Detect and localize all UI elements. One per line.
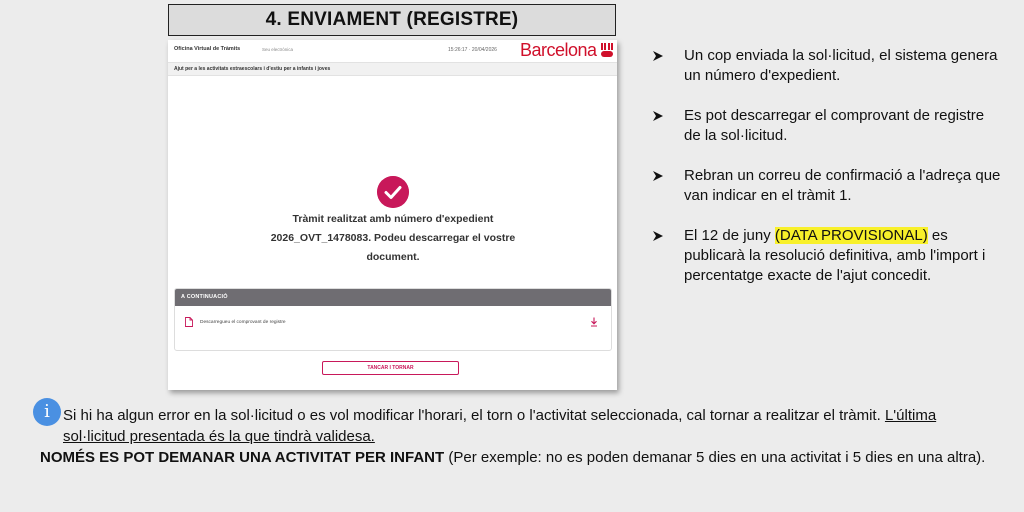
notes-block bbox=[40, 405, 990, 468]
next-steps-card bbox=[174, 288, 612, 351]
slide-title bbox=[168, 4, 616, 36]
success-check-icon bbox=[377, 176, 409, 208]
portal-subtitle-bar bbox=[168, 62, 617, 76]
download-receipt-row[interactable] bbox=[175, 306, 611, 350]
provisional-date-highlight: (DATA PROVISIONAL) bbox=[774, 227, 928, 244]
notes-paragraph-2 bbox=[40, 447, 990, 468]
notes-line2-bold: NOMÉS ES POT DEMANAR UNA ACTIVITAT PER INFANT bbox=[40, 449, 445, 466]
notes-line2-rest: (Per exemple: no es poden demanar 5 dies en una activitat i 5 dies en una altra). bbox=[444, 449, 986, 466]
success-message: Tràmit realitzat amb número d'expedient 2026_OVT_1478083. Podeu descarregar el vostre document. bbox=[270, 213, 516, 263]
bullet-text-post: es publicarà la resolució definitiva, amb l'import i percentatge exacte de l'ajut concedit. bbox=[684, 227, 986, 284]
arrowhead-bullet-icon bbox=[652, 170, 664, 182]
bullet-text-pre: El 12 de juny bbox=[684, 227, 775, 244]
bullet-list bbox=[652, 46, 1004, 306]
bullet-text: Un cop enviada la sol·licitud, el sistema genera un número d'expedient. bbox=[684, 47, 998, 84]
portal-screenshot bbox=[168, 40, 617, 390]
portal-header bbox=[168, 40, 617, 62]
slide-title-text: 4. ENVIAMENT (REGISTRE) bbox=[265, 9, 519, 30]
bullet-item-4 bbox=[652, 226, 1004, 286]
barcelona-logo-text: Barcelona bbox=[520, 40, 597, 60]
portal-app-sub: Seu electrònica bbox=[262, 47, 294, 52]
bullet-item-1 bbox=[652, 46, 1004, 86]
bullet-text: Rebran un correu de confirmació a l'adreça que van indicar en el tràmit 1. bbox=[684, 167, 1001, 204]
info-icon: i bbox=[33, 398, 61, 426]
bullet-item-3 bbox=[652, 166, 1004, 206]
bullet-item-2 bbox=[652, 106, 1004, 146]
arrowhead-bullet-icon bbox=[652, 110, 664, 122]
download-receipt-label[interactable]: Descarregueu el comprovant de registre bbox=[200, 320, 286, 325]
download-icon[interactable] bbox=[590, 317, 598, 327]
barcelona-shield-icon bbox=[600, 42, 614, 58]
portal-app-name: Oficina Virtual de Tràmits bbox=[174, 46, 241, 52]
portal-time: 15:26:17 · 20/04/2026 bbox=[448, 47, 497, 53]
next-steps-header: A CONTINUACIÓ bbox=[175, 289, 611, 306]
notes-line1: Si hi ha algun error en la sol·licitud o es vol modificar l'horari, el torn o l'activitat seleccionada, cal tornar a realitzar el tràmit. bbox=[63, 407, 885, 424]
notes-line1-underlined: L'última sol·licitud presentada és la que tindrà validesa. bbox=[63, 407, 937, 445]
close-and-return-button[interactable]: TANCAR I TORNAR bbox=[322, 361, 459, 375]
notes-paragraph-1 bbox=[40, 405, 990, 447]
bullet-text: Es pot descarregar el comprovant de registre de la sol·licitud. bbox=[684, 107, 985, 144]
portal-subtitle: Ajut per a les activitats extraescolars i d'estiu per a infants i joves bbox=[174, 66, 331, 72]
arrowhead-bullet-icon bbox=[652, 50, 664, 62]
arrowhead-bullet-icon bbox=[652, 230, 664, 242]
document-icon bbox=[185, 317, 193, 327]
